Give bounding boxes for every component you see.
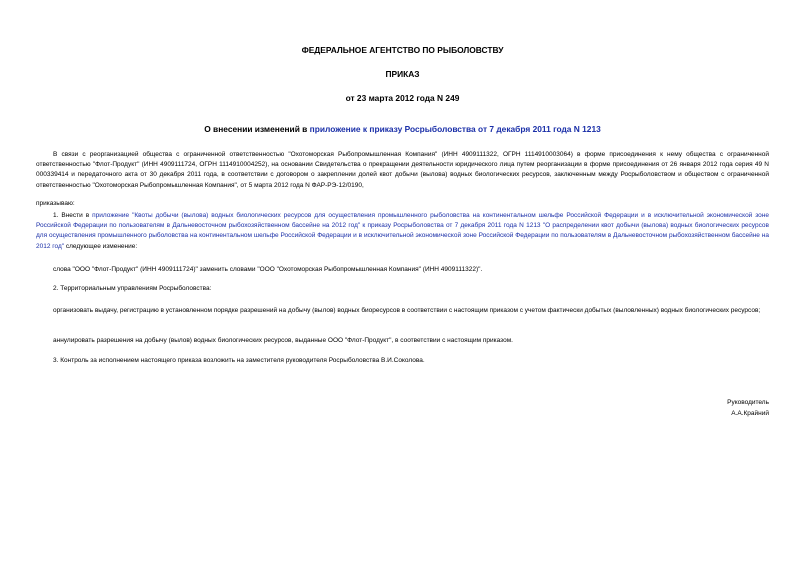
order-word: приказываю:	[36, 200, 75, 207]
preamble-paragraph: В связи с реорганизацией общества с ограниченной ответственностью "Охотоморская Рыбопромышленная Компания" (ИНН 4909111322, ОГРН 1114910003064) в форме присоединения к нему общества с ограниченной ответственностью "Флот-Продукт" (ИНН 4909111724, ОГРН 1114910004252), на основании Свидетельства о прекращении деятельности юридического лица путем реорганизации в форме присоединения от 26 января 2012 года серия 49 N 000339414 и передаточного акта от 30 декабря 2011 года, в соответствии с договором о закреплении долей квот добычи (вылова) водных биологических ресурсов, заключенным между Росрыболовством и обществом с ограниченной ответственностью "Охотоморская Рыбопромышленная Компания", от 5 марта 2012 года N ФАР-РЭ-12/0190,	[36, 151, 769, 189]
item-1-prefix: 1. Внести в	[53, 212, 93, 219]
order-date-number: от 23 марта 2012 года N 249	[345, 93, 460, 103]
agency-heading: ФЕДЕРАЛЬНОЕ АГЕНТСТВО ПО РЫБОЛОВСТВУ	[301, 45, 504, 55]
signature-name: А.А.Крайний	[731, 410, 769, 417]
item-2-paragraph: 2. Территориальным управлениям Росрыболовства:	[53, 285, 212, 292]
subject-link[interactable]: приложение к приказу Росрыболовства от 7 декабря 2011 года N 1213	[309, 124, 601, 134]
subject-prefix: О внесении изменений в	[204, 124, 310, 134]
item-1-link[interactable]: приложение "Квоты добычи (вылова) водных биологических ресурсов для осуществления промышленного рыболовства на континентальном шельфе Российской Федерации и в исключительной экономической зоне Российской Федерации по пользователям в Дальневосточном рыбохозяйственном бассейне на 2012 год" к приказу Росрыболовства от 7 декабря 2011 года N 1213 "О распределении квот добычи (вылова) водных биологических ресурсов для осуществления промышленного рыболовства на континентальном шельфе Российской Федерации и в исключительной экономической зоне Российской Федерации по пользователям в Дальневосточном рыбохозяйственном бассейне на 2012 год"	[36, 212, 769, 250]
order-subject	[36, 124, 769, 134]
item-2b-paragraph: аннулировать разрешения на добычу (вылов) водных биологических ресурсов, выданные ООО "Флот-Продукт", в соответствии с настоящим приказом.	[53, 337, 513, 344]
item-1-paragraph	[36, 211, 769, 252]
item-3-paragraph: 3. Контроль за исполнением настоящего приказа возложить на заместителя руководителя Росрыболовства В.И.Соколова.	[53, 357, 425, 364]
item-2a-paragraph: организовать выдачу, регистрацию в установленном порядке разрешений на добычу (вылов) водных биоресурсов в соответствии с настоящим приказом с учетом фактически добытых (выловленных) водных биологических ресурсов;	[53, 307, 761, 314]
document-page	[36, 0, 769, 571]
order-heading: ПРИКАЗ	[385, 69, 420, 79]
item-1-suffix: следующее изменение:	[64, 242, 138, 250]
replacement-paragraph: слова "ООО "Флот-Продукт" (ИНН 4909111724)" заменить словами "ООО "Охотоморская Рыбопромышленная Компания" (ИНН 4909111322)".	[53, 266, 483, 273]
signature-role: Руководитель	[727, 399, 769, 406]
